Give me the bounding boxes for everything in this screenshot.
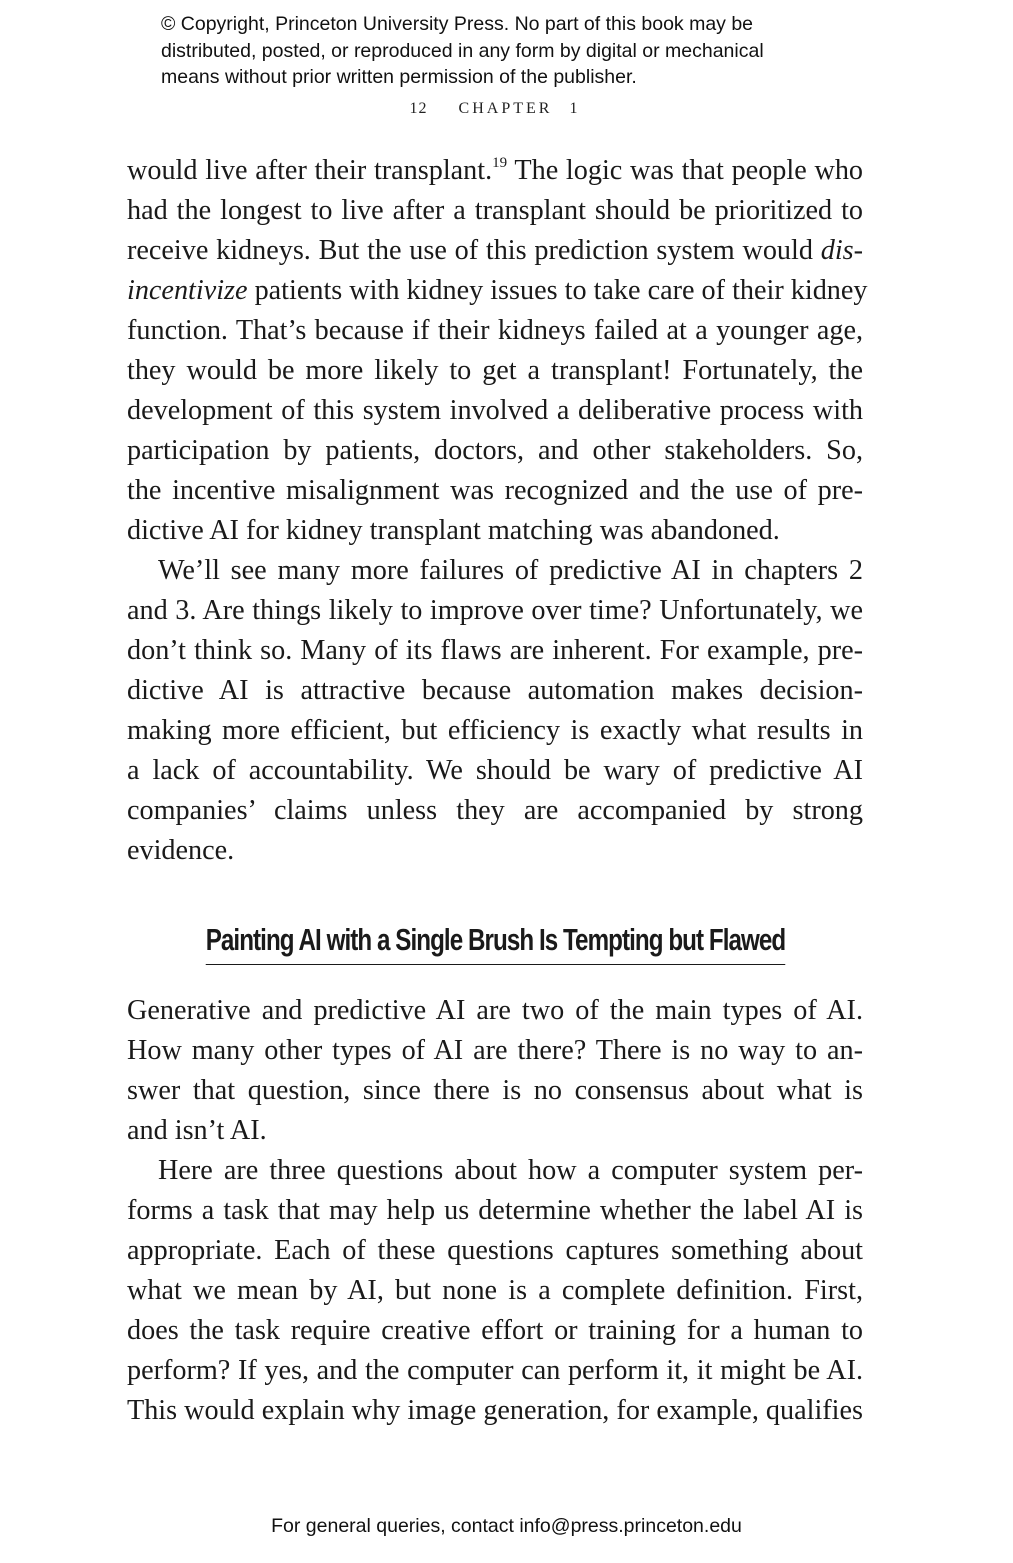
footer-contact: For general queries, contact info@press.princeton.edu: [271, 1515, 742, 1537]
text-line: development of this system involved a deliberative process with: [127, 395, 863, 426]
text-line: they would be more likely to get a transplant! Fortunately, the: [127, 355, 863, 386]
copyright-notice: [161, 11, 881, 91]
copyright-line: means without prior written permission of the publisher.: [161, 66, 637, 88]
paragraph-3: [127, 991, 863, 1431]
text-segment: patients with kidney issues to take care of their kidney: [254, 275, 868, 306]
text-line: dictive AI is attractive because automation makes decision-: [127, 675, 863, 706]
text-segment: The logic was that people who: [507, 155, 864, 186]
text-line: [127, 151, 863, 191]
text-line: and isn’t AI.: [127, 1115, 267, 1146]
text-line: evidence.: [127, 835, 235, 866]
text-segment: would live after their transplant.: [127, 155, 493, 186]
text-line: what we mean by AI, but none is a complete definition. First,: [127, 1275, 863, 1306]
text-line: [127, 271, 868, 311]
text-line: Here are three questions about how a computer system per-: [158, 1155, 863, 1186]
text-line: a lack of accountability. We should be wary of predictive AI: [127, 755, 863, 786]
text-line: dictive AI for kidney transplant matching was abandoned.: [127, 515, 780, 546]
italic-text: incentivize: [127, 275, 248, 306]
italic-text: dis-: [820, 235, 863, 266]
text-line: appropriate. Each of these questions captures something about: [127, 1235, 863, 1266]
text-line: [127, 231, 863, 271]
text-line: and 3. Are things likely to improve over time? Unfortunately, we: [127, 595, 863, 626]
section-heading-wrap: [0, 920, 990, 965]
text-line: perform? If yes, and the computer can perform it, it might be AI.: [127, 1355, 863, 1386]
text-line: don’t think so. Many of its flaws are inherent. For example, pre-: [127, 635, 863, 666]
text-line: function. That’s because if their kidneys failed at a younger age,: [127, 315, 863, 346]
copyright-line: distributed, posted, or reproduced in any form by digital or mechanical: [161, 39, 764, 62]
text-line: This would explain why image generation, for example, qualifies: [127, 1395, 863, 1426]
text-line: had the longest to live after a transplant should be prioritized to: [127, 195, 863, 226]
copyright-line: © Copyright, Princeton University Press. No part of this book may be: [161, 13, 754, 35]
text-line: companies’ claims unless they are accompanied by strong: [127, 795, 863, 826]
footnote-reference: 19: [492, 155, 508, 171]
text-line: We’ll see many more failures of predictive AI in chapters 2: [158, 555, 863, 586]
text-line: the incentive misalignment was recognized and the use of pre-: [127, 475, 863, 506]
page-number: 12: [409, 100, 428, 117]
section-heading: Painting AI with a Single Brush Is Tempting but Flawed: [205, 920, 785, 965]
text-line: making more efficient, but efficiency is exactly what results in: [127, 715, 863, 746]
text-segment: receive kidneys. But the use of this prediction system would: [127, 235, 821, 266]
text-line: Generative and predictive AI are two of the main types of AI.: [127, 995, 863, 1026]
text-line: participation by patients, doctors, and other stakeholders. So,: [127, 435, 863, 466]
text-line: swer that question, since there is no consensus about what is: [127, 1075, 863, 1106]
text-line: forms a task that may help us determine whether the label AI is: [127, 1195, 863, 1226]
text-line: does the task require creative effort or training for a human to: [127, 1315, 863, 1346]
paragraph-1: [127, 151, 868, 871]
running-head: [0, 100, 990, 118]
text-line: How many other types of AI are there? There is no way to an-: [127, 1035, 863, 1066]
chapter-label: CHAPTER 1: [458, 100, 581, 117]
